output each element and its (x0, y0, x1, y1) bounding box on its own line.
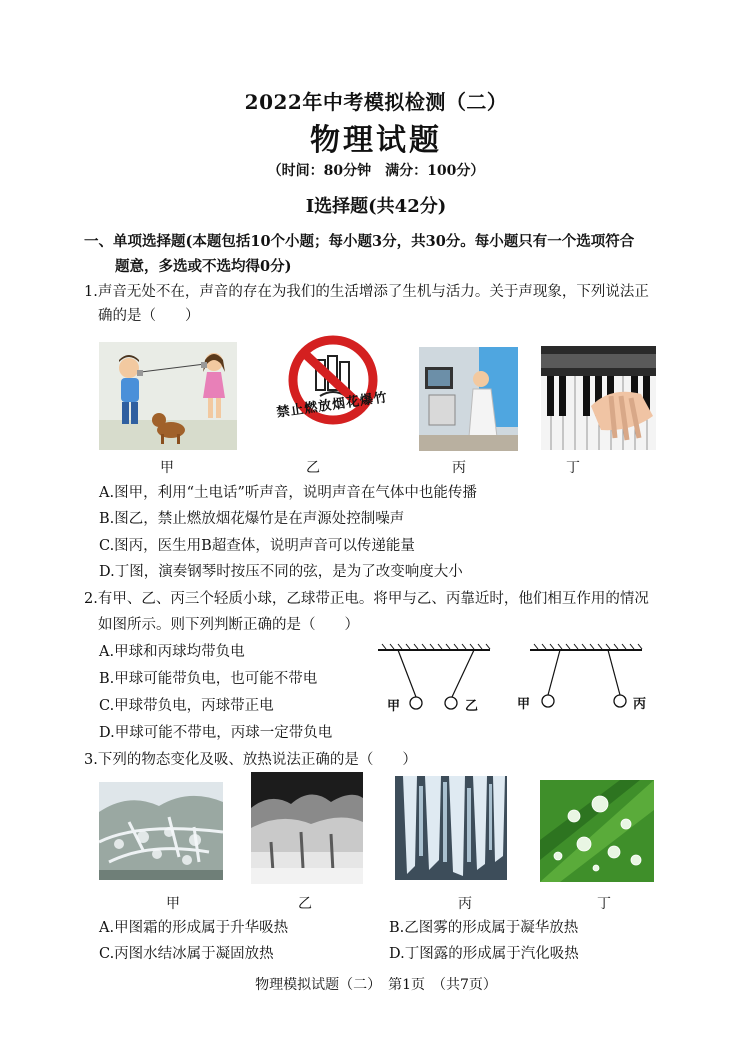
q3-image-ice (395, 776, 507, 880)
q3-option-d: D.丁图露的形成属于汽化吸热 (389, 946, 579, 962)
q2-stem-line1: 2.有甲、乙、丙三个轻质小球，乙球带正电。将甲与乙、丙靠近时，他们相互作用的情况 (84, 591, 649, 607)
q1-stem-line2: 确的是（ ） (98, 308, 200, 324)
q1-image-piano (541, 346, 656, 450)
exam-title: 2022年中考模拟检测（二） (244, 90, 508, 114)
q1-option-a: A.图甲，利用“土电话”听声音，说明声音在气体中也能传播 (99, 485, 477, 501)
part1-heading-line1: 一、单项选择题(本题包括10个小题；每小题3分，共30分。每小题只有一个选项符合 (84, 233, 635, 250)
q3-caption-jia: 甲 (166, 896, 180, 912)
q3-caption-bing: 丙 (458, 896, 472, 912)
q1-image-ultrasound (419, 347, 518, 451)
part1-heading-line2: 题意，多选或不选均得0分) (115, 258, 292, 275)
q2-stem-line2: 如图所示。则下列判断正确的是（ ） (98, 617, 359, 633)
q3-caption-yi: 乙 (298, 896, 312, 912)
q2-label-bing: 丙 (633, 697, 647, 712)
q3-caption-ding: 丁 (597, 896, 611, 912)
q1-caption-ding: 丁 (566, 460, 580, 476)
q3-option-b: B.乙图雾的形成属于凝华放热 (389, 920, 579, 936)
q2-label-jia-1: 甲 (387, 699, 401, 714)
q3-stem: 3.下列的物态变化及吸、放热说法正确的是（ ） (84, 752, 417, 768)
sign-text: 禁止燃放烟花爆竹 (275, 390, 389, 421)
q1-image-string-phone (99, 342, 237, 450)
time-info: （时间：80分钟 满分：100分） (267, 163, 485, 179)
q2-label-jia-2: 甲 (517, 697, 531, 712)
q1-caption-jia: 甲 (160, 460, 174, 476)
q2-label-yi: 乙 (465, 699, 479, 714)
q2-option-d: D.甲球可能不带电，丙球一定带负电 (99, 725, 333, 741)
q2-option-b: B.甲球可能带负电，也可能不带电 (99, 671, 318, 687)
q3-option-c: C.丙图水结冰属于凝固放热 (99, 946, 274, 962)
q1-caption-bing: 丙 (452, 460, 466, 476)
q2-option-a: A.甲球和丙球均带负电 (99, 644, 245, 660)
subject-title: 物理试题 (310, 123, 442, 158)
q3-image-frost (99, 782, 223, 880)
q3-image-fog (251, 772, 363, 884)
q2-option-c: C.甲球带负电，丙球带正电 (99, 698, 274, 714)
q1-option-d: D.丁图，演奏钢琴时按压不同的弦，是为了改变响度大小 (99, 564, 463, 580)
section-title: Ⅰ选择题(共42分) (305, 196, 447, 217)
page-footer: 物理模拟试题（二） 第1页 （共7页） (255, 977, 497, 993)
q1-option-b: B.图乙，禁止燃放烟花爆竹是在声源处控制噪声 (99, 511, 405, 527)
q1-stem-line1: 1.声音无处不在，声音的存在为我们的生活增添了生机与活力。关于声现象，下列说法正 (84, 284, 649, 300)
q1-caption-yi: 乙 (306, 460, 320, 476)
q3-option-a: A.甲图霜的形成属于升华吸热 (99, 920, 289, 936)
q3-image-dew (540, 780, 654, 882)
q2-diagram-jia-bing (528, 640, 648, 720)
q1-option-c: C.图丙，医生用B超查体，说明声音可以传递能量 (99, 538, 415, 554)
